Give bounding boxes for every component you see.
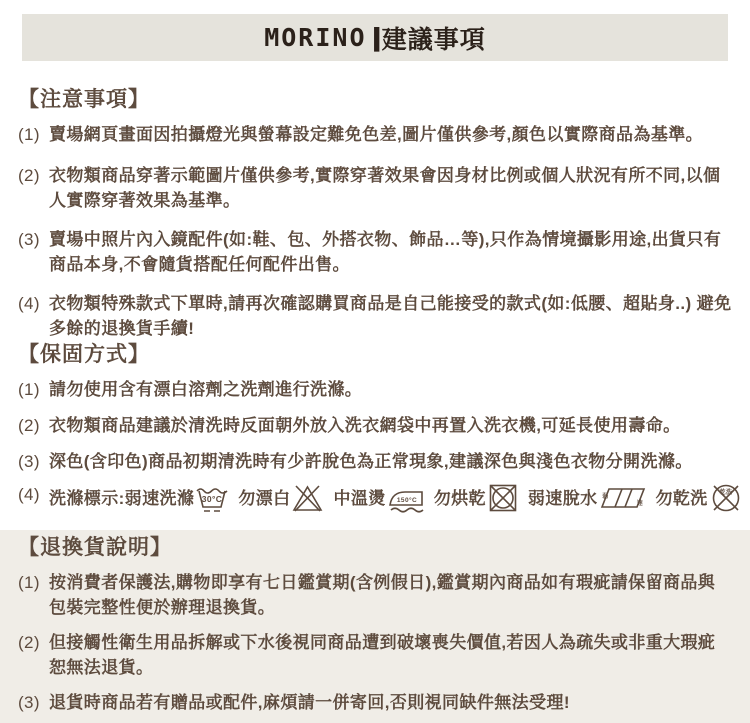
care-label-no-tumble-dry: 勿烘乾 — [433, 488, 486, 508]
section-warranty — [0, 341, 750, 514]
item-text: 衣物類商品穿著示範圖片僅供參考,實際穿著效果會因身材比例或個人狀況有所不同,以個人實際穿著效果為基準。 — [49, 166, 721, 210]
section-returns — [0, 530, 750, 723]
no-tumble-dry-icon — [488, 483, 518, 513]
header-divider: | — [370, 22, 382, 52]
warranty-item-care-labels — [18, 482, 732, 514]
care-label-no-dry-clean: 勿乾洗 — [655, 488, 708, 508]
svg-text:速: 速 — [636, 501, 643, 507]
care-label-no-bleach: 勿漂白 — [238, 488, 291, 508]
item-number: (1) — [18, 125, 40, 144]
care-symbols-line — [49, 482, 742, 514]
item-number: (4) — [18, 485, 40, 504]
returns-item-3 — [18, 690, 732, 715]
item-text: 但接觸性衛生用品拆解或下水後視同商品遭到破壞喪失價值,若因人為疏失或非重大瑕疵恕無法退貨。 — [49, 633, 716, 677]
item-text: 請勿使用含有漂白溶劑之洗劑進行洗滌。 — [49, 380, 363, 399]
item-number: (1) — [18, 573, 40, 592]
care-instructions-page — [0, 14, 750, 723]
notice-item-1 — [18, 122, 732, 147]
header-bar — [22, 14, 728, 61]
section-notice — [0, 86, 750, 341]
item-number: (1) — [18, 380, 40, 399]
item-number: (2) — [18, 166, 40, 185]
svg-text:150°C: 150°C — [396, 497, 417, 504]
notice-heading: 【注意事項】 — [18, 88, 150, 111]
care-prefix: 洗滌標示: — [49, 488, 125, 508]
iron-150-icon — [388, 483, 424, 513]
header-title: 建議事項 — [381, 25, 486, 54]
care-pair-iron — [333, 483, 423, 513]
care-label-spin-weak: 弱速脫水 — [527, 488, 598, 508]
svg-text:乾洗: 乾洗 — [719, 490, 733, 496]
item-number: (3) — [18, 693, 40, 712]
care-label-iron: 中溫燙 — [333, 488, 386, 508]
no-bleach-icon — [292, 483, 323, 513]
notice-item-3 — [18, 227, 732, 277]
item-number: (4) — [18, 294, 40, 313]
warranty-item-3 — [18, 449, 732, 474]
svg-text:30°C: 30°C — [201, 494, 223, 504]
item-text: 賣場網頁畫面因拍攝燈光與螢幕設定難免色差,圖片僅供參考,顏色以實際商品為基準。 — [49, 125, 704, 144]
item-text: 退貨時商品若有贈品或配件,麻煩請一併寄回,否則視同缺件無法受理! — [49, 693, 570, 712]
item-text: 深色(含印色)商品初期清洗時有少許脫色為正常現象,建議深色與淺色衣物分開洗滌。 — [49, 452, 693, 471]
notice-item-2 — [18, 163, 732, 213]
warranty-item-1 — [18, 377, 732, 402]
spin-weak-icon — [600, 485, 646, 511]
item-number: (3) — [18, 452, 40, 471]
item-text: 衣物類商品建議於清洗時反面朝外放入洗衣網袋中再置入洗衣機,可延長使用壽命。 — [49, 416, 681, 435]
returns-heading: 【退換貨說明】 — [18, 536, 172, 559]
care-pair-no-tumble-dry — [434, 483, 518, 513]
brand-logo: MORINO — [264, 23, 367, 52]
item-number: (3) — [18, 230, 40, 249]
item-text: 衣物類特殊款式下單時,請再次確認購買商品是自己能接受的款式(如:低腰、超貼身..) 避免多餘的退換貨手續! — [49, 294, 732, 338]
notice-item-4 — [18, 291, 732, 341]
warranty-item-2 — [18, 413, 732, 438]
care-label-wash: 弱速洗滌 — [124, 488, 195, 508]
item-number: (2) — [18, 633, 40, 652]
care-pair-no-dry-clean — [656, 482, 742, 514]
returns-item-1 — [18, 570, 732, 620]
no-dry-clean-icon — [710, 482, 742, 514]
returns-item-2 — [18, 630, 732, 680]
svg-text:弱: 弱 — [601, 494, 609, 500]
item-text: 按消費者保護法,購物即享有七日鑑賞期(含例假日),鑑賞期內商品如有瑕疵請保留商品與包裝完整性便於辦理退換貨。 — [49, 573, 716, 617]
care-pair-wash — [125, 482, 229, 514]
item-text: 賣場中照片內入鏡配件(如:鞋、包、外搭衣物、飾品…等),只作為情境攝影用途,出貨只有商品本身,不會隨貨搭配任何配件出售。 — [49, 230, 722, 274]
wash-30-icon — [196, 482, 228, 514]
care-pair-spin-weak — [528, 485, 646, 511]
warranty-heading: 【保固方式】 — [18, 343, 150, 366]
item-number: (2) — [18, 416, 40, 435]
care-pair-no-bleach — [238, 483, 323, 513]
